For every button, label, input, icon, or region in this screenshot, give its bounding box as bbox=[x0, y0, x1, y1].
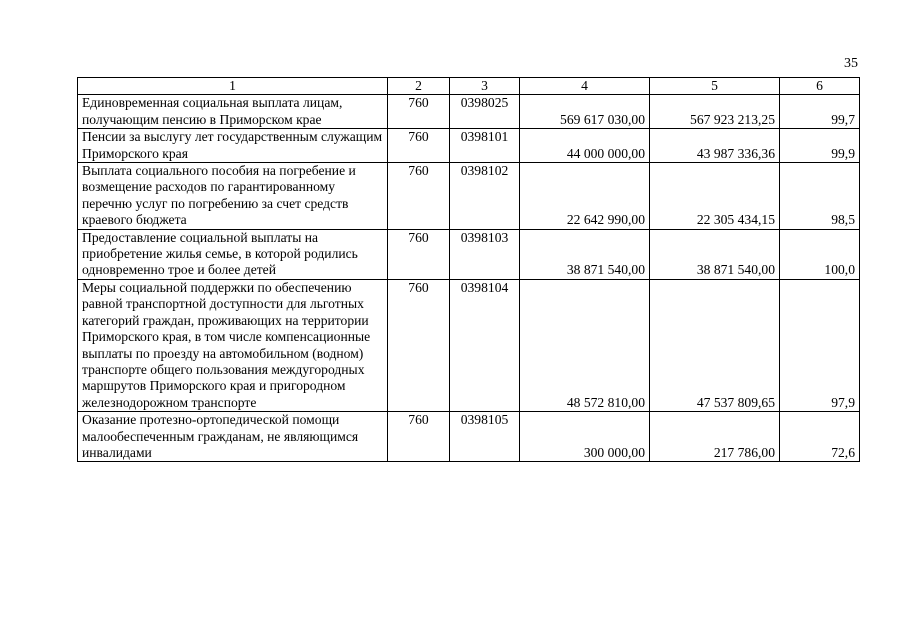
table-row bbox=[78, 163, 860, 230]
actual-amount-cell: 22 305 434,15 bbox=[650, 163, 780, 230]
actual-amount-cell: 38 871 540,00 bbox=[650, 229, 780, 279]
table-row bbox=[78, 229, 860, 279]
row-name-cell: Пенсии за выслугу лет государственным служащим Приморского края bbox=[78, 129, 388, 163]
budget-table bbox=[77, 77, 860, 462]
column-header-6: 6 bbox=[780, 78, 860, 95]
planned-amount-cell: 48 572 810,00 bbox=[520, 279, 650, 411]
table-row bbox=[78, 412, 860, 462]
percent-cell: 97,9 bbox=[780, 279, 860, 411]
ministry-code-cell: 760 bbox=[388, 279, 450, 411]
table-row bbox=[78, 95, 860, 129]
ministry-code-cell: 760 bbox=[388, 129, 450, 163]
ministry-code-cell: 760 bbox=[388, 163, 450, 230]
target-code-cell: 0398101 bbox=[450, 129, 520, 163]
row-name-cell: Выплата социального пособия на погребение и возмещение расходов по гарантированному перечню услуг по погребению за счет средств краевого бюджета bbox=[78, 163, 388, 230]
target-code-cell: 0398102 bbox=[450, 163, 520, 230]
actual-amount-cell: 47 537 809,65 bbox=[650, 279, 780, 411]
planned-amount-cell: 22 642 990,00 bbox=[520, 163, 650, 230]
row-name-cell: Предоставление социальной выплаты на приобретение жилья семье, в которой родились одновременно трое и более детей bbox=[78, 229, 388, 279]
percent-cell: 99,9 bbox=[780, 129, 860, 163]
percent-cell: 72,6 bbox=[780, 412, 860, 462]
target-code-cell: 0398103 bbox=[450, 229, 520, 279]
table-row bbox=[78, 279, 860, 411]
planned-amount-cell: 569 617 030,00 bbox=[520, 95, 650, 129]
target-code-cell: 0398104 bbox=[450, 279, 520, 411]
planned-amount-cell: 300 000,00 bbox=[520, 412, 650, 462]
actual-amount-cell: 217 786,00 bbox=[650, 412, 780, 462]
row-name-cell: Оказание протезно-ортопедической помощи малообеспеченным гражданам, не являющимся инвалидами bbox=[78, 412, 388, 462]
table-header-row bbox=[78, 78, 860, 95]
column-header-1: 1 bbox=[78, 78, 388, 95]
ministry-code-cell: 760 bbox=[388, 412, 450, 462]
column-header-2: 2 bbox=[388, 78, 450, 95]
actual-amount-cell: 567 923 213,25 bbox=[650, 95, 780, 129]
row-name-cell: Единовременная социальная выплата лицам, получающим пенсию в Приморском крае bbox=[78, 95, 388, 129]
page-number: 35 bbox=[844, 56, 858, 71]
table-row bbox=[78, 129, 860, 163]
planned-amount-cell: 38 871 540,00 bbox=[520, 229, 650, 279]
column-header-3: 3 bbox=[450, 78, 520, 95]
percent-cell: 99,7 bbox=[780, 95, 860, 129]
row-name-cell: Меры социальной поддержки по обеспечению равной транспортной доступности для льготных категорий граждан, проживающих на территории Приморского края, в том числе компенсационные выплаты по проезду на автомобильном (водном) транспорте общего пользования междугородных маршрутов Приморского края и пригородном железнодорожном транспорте bbox=[78, 279, 388, 411]
ministry-code-cell: 760 bbox=[388, 229, 450, 279]
actual-amount-cell: 43 987 336,36 bbox=[650, 129, 780, 163]
ministry-code-cell: 760 bbox=[388, 95, 450, 129]
percent-cell: 100,0 bbox=[780, 229, 860, 279]
column-header-5: 5 bbox=[650, 78, 780, 95]
target-code-cell: 0398025 bbox=[450, 95, 520, 129]
target-code-cell: 0398105 bbox=[450, 412, 520, 462]
column-header-4: 4 bbox=[520, 78, 650, 95]
planned-amount-cell: 44 000 000,00 bbox=[520, 129, 650, 163]
percent-cell: 98,5 bbox=[780, 163, 860, 230]
